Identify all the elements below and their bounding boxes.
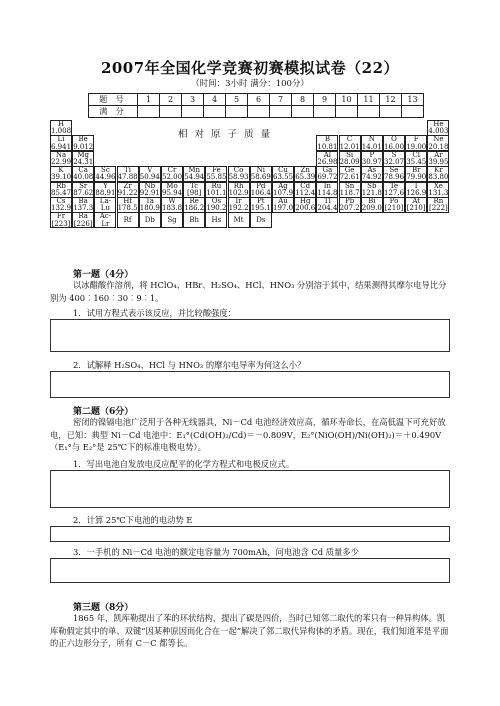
element-cell: [50, 135, 72, 151]
element-cell: [383, 151, 405, 167]
element-symbol: Pb: [344, 197, 355, 205]
element-symbol: Tc: [190, 181, 199, 190]
score-cell[interactable]: [292, 106, 314, 118]
element-symbol: Cs: [56, 197, 66, 205]
element-symbol: Ti: [124, 166, 132, 175]
element-mass: 190.2: [206, 204, 227, 213]
element-mass: 126.9: [406, 188, 427, 197]
element-mass: 178.5: [117, 204, 138, 213]
element-cell: [316, 151, 338, 167]
element-symbol: Ar: [434, 150, 443, 159]
element-cell: [50, 197, 72, 213]
element-mass: 6.941: [51, 142, 72, 151]
answer-box-2-3[interactable]: [50, 558, 450, 583]
score-row-points: [89, 106, 424, 118]
element-cell: [72, 151, 94, 167]
element-cell: [294, 197, 316, 213]
element-cell: [72, 212, 94, 228]
element-symbol: La-: [99, 197, 111, 205]
score-col-number: 5: [226, 94, 248, 106]
element-symbol: Cu: [278, 166, 288, 175]
element-symbol: Fe: [212, 166, 221, 175]
element-symbol: Mt: [233, 216, 244, 225]
element-cell: [139, 166, 161, 182]
element-mass: 195.1: [250, 204, 271, 213]
element-symbol: Hg: [299, 197, 311, 205]
element-symbol: Zr: [123, 181, 132, 190]
score-table: [88, 93, 424, 118]
element-cell: [405, 151, 427, 167]
element-symbol: Ne: [433, 135, 444, 144]
element-mass: 78.96: [384, 173, 405, 182]
element-cell: [94, 197, 116, 213]
element-mass: 19.00: [406, 142, 427, 151]
element-cell: [339, 135, 361, 151]
element-cell: [228, 197, 250, 213]
element-cell: [272, 182, 294, 198]
element-symbol: Ga: [322, 166, 333, 175]
element-cell: [250, 166, 272, 182]
element-cell: [72, 135, 94, 151]
element-mass: 58.69: [250, 173, 271, 182]
element-symbol: H: [57, 120, 65, 128]
score-col-number: 13: [402, 94, 424, 106]
element-cell: [94, 166, 116, 182]
score-row-label: 题 号: [89, 94, 138, 106]
element-symbol: Si: [346, 150, 354, 159]
element-cell: [250, 212, 272, 228]
element-mass: 74.92: [361, 173, 382, 182]
element-cell: [427, 197, 449, 213]
element-mass: 22.99: [51, 158, 72, 167]
element-cell: [405, 182, 427, 198]
element-symbol: Ra: [78, 212, 88, 221]
element-mass: 44.96: [95, 173, 116, 182]
element-symbol: Nb: [144, 181, 156, 190]
element-cell: [405, 197, 427, 213]
element-mass: 26.98: [317, 158, 338, 167]
element-mass: 132.9: [51, 204, 72, 213]
element-mass: 55.85: [206, 173, 227, 182]
element-cell: [117, 197, 139, 213]
answer-box-2-1[interactable]: [50, 470, 450, 508]
element-cell: [117, 212, 139, 228]
element-symbol: Re: [189, 197, 199, 205]
element-cell: [361, 151, 383, 167]
element-cell: [405, 166, 427, 182]
element-symbol: Se: [389, 166, 399, 175]
element-mass: 16.00: [384, 142, 405, 151]
element-mass: 106.4: [250, 188, 271, 197]
element-cell: [339, 197, 361, 213]
element-mass: Lu: [100, 204, 110, 213]
question-1-item-2: 2．试解释 H₂SO₄、HCl 与 HNO₃ 的摩尔电导率为何这么小？: [73, 360, 306, 370]
element-symbol: Kr: [434, 166, 443, 175]
element-symbol: Bh: [189, 216, 200, 225]
score-col-number: 8: [292, 94, 314, 106]
element-cell: [183, 166, 205, 182]
element-symbol: Co: [233, 166, 244, 175]
element-mass: [210]: [384, 204, 404, 213]
element-mass: 200.6: [295, 204, 316, 213]
element-cell: [94, 182, 116, 198]
element-mass: 1.008: [51, 127, 72, 136]
element-symbol: Cr: [167, 166, 177, 175]
question-2-text: 密闭的镍镉电池广泛用于各种无线器具，Ni－Cd 电池经济效应高，循环寿命长，在高低温下可充好放电，已知：典型 Ni－Cd 电池中：E₁°(Cd(OH)₂/Cd)＝－0.809V，E₂°(NiO(OH)/Ni(OH)₂)＝＋0.490V（E₁°与 E₂°是 25℃下的标准电极电势）。: [50, 417, 446, 452]
element-cell: [427, 120, 449, 136]
element-mass: [210]: [406, 204, 426, 213]
element-symbol: S: [391, 150, 397, 159]
element-mass: [222]: [428, 204, 448, 213]
score-col-number: 9: [314, 94, 336, 106]
element-mass: 107.9: [273, 188, 294, 197]
element-mass: 47.88: [117, 173, 138, 182]
score-cell[interactable]: [402, 106, 424, 118]
element-mass: 12.01: [339, 142, 360, 151]
element-symbol: Cd: [300, 181, 311, 190]
element-symbol: Hs: [211, 216, 222, 225]
element-cell: [205, 166, 227, 182]
element-cell: [72, 166, 94, 182]
element-cell: [339, 182, 361, 198]
periodic-table-title: 相 对 原 子 质 量: [178, 129, 273, 140]
element-mass: 92.91: [139, 188, 160, 197]
element-mass: 85.47: [51, 188, 72, 197]
element-symbol: Ir: [235, 197, 242, 205]
element-mass: 197.0: [273, 204, 294, 213]
answer-box-1-1[interactable]: [50, 319, 450, 352]
element-symbol: In: [323, 181, 332, 190]
element-symbol: Br: [411, 166, 421, 175]
score-cell[interactable]: [380, 106, 402, 118]
element-symbol: He: [433, 120, 444, 128]
element-mass: 121.8: [361, 188, 382, 197]
element-mass: 127.6: [384, 188, 405, 197]
element-mass: 114.8: [317, 188, 338, 197]
element-cell: [383, 182, 405, 198]
score-cell[interactable]: [138, 106, 160, 118]
element-symbol: Pd: [256, 181, 266, 190]
element-mass: 58.93: [228, 173, 249, 182]
element-cell: [72, 182, 94, 198]
page-subtitle: （时间：3小时 满分：100分）: [191, 79, 309, 89]
element-cell: [316, 197, 338, 213]
element-symbol: Mn: [188, 166, 201, 175]
element-symbol: Fr: [56, 212, 66, 221]
question-2-heading: 第二题（6分）: [73, 407, 134, 417]
element-cell: [161, 182, 183, 198]
score-col-number: 4: [204, 94, 226, 106]
element-symbol: Sn: [344, 181, 355, 190]
element-symbol: Ru: [211, 181, 222, 190]
element-cell: [183, 182, 205, 198]
element-symbol: Sr: [79, 181, 88, 190]
element-mass: 180.9: [139, 204, 160, 213]
element-mass: 50.94: [139, 173, 160, 182]
element-mass: 112.4: [295, 188, 316, 197]
element-cell: [205, 197, 227, 213]
question-3-text: 1865 年，凯库勒提出了苯的环状结构，提出了碳是四价，当时已知邻二取代的苯只有一种异构体。凯库勒假定其中的单、双键“因某种原因而化合在一起”解决了邻二取代异构体的矛盾。现在，我们知道苯是平面的正六边形分子，所有 C－C 都等长。: [50, 613, 449, 648]
element-mass: 69.72: [317, 173, 338, 182]
element-symbol: Bi: [368, 197, 376, 205]
element-cell: [339, 151, 361, 167]
element-symbol: B: [324, 135, 330, 144]
score-row-numbers: [89, 94, 424, 106]
element-symbol: Rf: [123, 216, 132, 225]
element-mass: 32.07: [384, 158, 405, 167]
element-cell: [427, 182, 449, 198]
element-cell: [161, 166, 183, 182]
element-cell: [427, 166, 449, 182]
element-mass: 30.97: [361, 158, 382, 167]
element-mass: 28.09: [339, 158, 360, 167]
element-symbol: Sc: [101, 166, 110, 175]
element-mass: 20.18: [428, 142, 449, 151]
element-mass: 35.45: [406, 158, 427, 167]
element-symbol: N: [368, 135, 375, 144]
score-col-number: 2: [160, 94, 182, 106]
element-cell: [50, 120, 72, 136]
element-symbol: Sg: [167, 216, 177, 225]
element-mass: 186.2: [184, 204, 205, 213]
element-symbol: Ge: [344, 166, 355, 175]
score-cell[interactable]: [248, 106, 270, 118]
element-mass: 192.2: [228, 204, 249, 213]
answer-box-1-2[interactable]: [50, 371, 450, 398]
element-symbol: V: [147, 166, 153, 175]
score-col-number: 10: [336, 94, 358, 106]
score-col-number: 1: [138, 94, 160, 106]
score-cell[interactable]: [336, 106, 358, 118]
element-mass: 9.012: [73, 142, 94, 151]
element-mass: 137.3: [73, 204, 94, 213]
element-symbol: Db: [144, 216, 155, 225]
score-col-number: 12: [380, 94, 402, 106]
element-cell: [294, 182, 316, 198]
element-mass: [226]: [73, 219, 93, 228]
element-symbol: Cl: [412, 150, 420, 159]
element-cell: [50, 151, 72, 167]
element-mass: 204.4: [317, 204, 338, 213]
element-symbol: Tl: [323, 197, 331, 205]
element-mass: 131.3: [428, 188, 449, 197]
element-mass: 39.10: [51, 173, 72, 182]
element-cell: [383, 197, 405, 213]
score-cell[interactable]: [270, 106, 292, 118]
element-mass: 54.94: [184, 173, 205, 182]
score-row-label: 满 分: [89, 106, 138, 118]
element-cell: [316, 182, 338, 198]
element-symbol: Po: [389, 197, 399, 205]
element-cell: [205, 212, 227, 228]
element-symbol: Al: [323, 150, 332, 159]
element-symbol: Os: [211, 197, 222, 205]
element-cell: [361, 182, 383, 198]
element-symbol: Te: [389, 181, 399, 190]
element-mass: 83.80: [428, 173, 449, 182]
question-2-item-3: 3．一手机的 Ni－Cd 电池的额定电容量为 700mAh，问电池含 Cd 质量多少: [73, 547, 359, 557]
element-cell: [383, 135, 405, 151]
element-cell: [250, 197, 272, 213]
score-col-number: 3: [182, 94, 204, 106]
element-cell: [139, 197, 161, 213]
element-cell: [228, 212, 250, 228]
element-symbol: W: [168, 197, 176, 205]
element-mass: 4.003: [428, 127, 449, 136]
element-cell: [50, 166, 72, 182]
element-cell: [361, 166, 383, 182]
element-cell: [361, 135, 383, 151]
element-symbol: O: [391, 135, 397, 144]
score-cell[interactable]: [182, 106, 204, 118]
question-3-heading: 第三题（8分）: [73, 603, 134, 613]
element-symbol: At: [412, 197, 421, 205]
element-mass: 72.61: [339, 173, 360, 182]
element-cell: [139, 212, 161, 228]
element-mass: 65.39: [295, 173, 316, 182]
element-cell: [117, 182, 139, 198]
element-symbol: Mo: [166, 181, 178, 190]
element-symbol: Ca: [78, 166, 88, 175]
element-cell: [72, 197, 94, 213]
element-symbol: F: [413, 135, 419, 144]
element-mass: 24.31: [73, 158, 94, 167]
element-cell: [272, 197, 294, 213]
element-symbol: Ba: [78, 197, 88, 205]
question-1-text: 以冰醋酸作溶剂，将 HClO₄、HBr、H₂SO₄、HCl、HNO₃ 分别溶于其中，结果测得其摩尔电导比分别为 400︰160︰30︰9︰1。: [50, 280, 447, 303]
element-mass: [98]: [187, 188, 202, 197]
element-mass: [223]: [51, 219, 71, 228]
element-cell: [228, 166, 250, 182]
question-1-item-1: 1．试用方程式表示该反应，并比较酸强度：: [73, 308, 236, 318]
element-symbol: Au: [278, 197, 288, 205]
element-cell: [405, 135, 427, 151]
element-symbol: Hf: [123, 197, 132, 205]
element-symbol: C: [346, 135, 353, 144]
element-mass: 101.1: [206, 188, 227, 197]
element-symbol: Mg: [77, 150, 90, 159]
element-mass: 88.91: [95, 188, 116, 197]
element-cell: [361, 197, 383, 213]
element-mass: 118.7: [339, 188, 360, 197]
element-symbol: Y: [103, 181, 108, 190]
element-symbol: Sb: [367, 181, 377, 190]
element-cell: [339, 166, 361, 182]
score-cell[interactable]: [314, 106, 336, 118]
element-mass: 207.2: [339, 204, 360, 213]
question-1-heading: 第一题（4分）: [73, 270, 134, 280]
element-symbol: K: [58, 166, 64, 175]
score-cell[interactable]: [226, 106, 248, 118]
element-cell: [272, 166, 294, 182]
element-mass: 102.9: [228, 188, 249, 197]
element-cell: [294, 166, 316, 182]
element-symbol: Pt: [257, 197, 265, 205]
element-mass: 95.94: [162, 188, 183, 197]
element-cell: [316, 135, 338, 151]
element-mass: 39.95: [428, 158, 449, 167]
element-symbol: Ag: [278, 181, 288, 190]
element-symbol: Ta: [145, 197, 154, 205]
score-cell[interactable]: [160, 106, 182, 118]
element-cell: [94, 212, 116, 228]
element-symbol: Na: [55, 150, 67, 159]
element-mass: 14.01: [361, 142, 382, 151]
score-col-number: 7: [270, 94, 292, 106]
element-symbol: Rh: [233, 181, 244, 190]
element-cell: [427, 135, 449, 151]
element-cell: [183, 212, 205, 228]
element-symbol: Rn: [433, 197, 444, 205]
element-cell: [183, 197, 205, 213]
element-cell: [50, 182, 72, 198]
element-symbol: Ni: [256, 166, 265, 175]
element-mass: 87.62: [73, 188, 94, 197]
element-cell: [161, 197, 183, 213]
periodic-table: [50, 120, 450, 256]
element-cell: [316, 166, 338, 182]
element-cell: [427, 151, 449, 167]
element-symbol: Li: [57, 135, 65, 144]
element-cell: [383, 166, 405, 182]
score-col-number: 11: [358, 94, 380, 106]
element-mass: 91.22: [117, 188, 138, 197]
element-cell: [250, 182, 272, 198]
element-mass: 52.00: [162, 173, 183, 182]
element-mass: 183.8: [162, 204, 183, 213]
element-symbol: Zn: [300, 166, 310, 175]
element-symbol: Ds: [256, 216, 266, 225]
element-mass: 209.0: [361, 204, 382, 213]
question-2-item-1: 1．写出电池自发放电反应配平的化学方程式和电极反应式。: [73, 459, 294, 469]
element-cell: [50, 212, 72, 228]
element-symbol: Xe: [433, 181, 443, 190]
question-2-item-2: 2．计算 25℃下电池的电动势 E: [73, 515, 193, 525]
element-mass: 63.55: [273, 173, 294, 182]
element-cell: [228, 182, 250, 198]
element-mass: 79.90: [406, 173, 427, 182]
score-cell[interactable]: [358, 106, 380, 118]
element-mass: 10.81: [317, 142, 338, 151]
element-cell: [139, 182, 161, 198]
score-col-number: 6: [248, 94, 270, 106]
element-symbol: Ac-: [99, 212, 112, 221]
element-cell: [161, 212, 183, 228]
page-title: 2007年全国化学竞赛初赛模拟试卷（22）: [100, 59, 400, 77]
element-symbol: Be: [78, 135, 88, 144]
element-cell: [205, 182, 227, 198]
element-symbol: I: [414, 181, 418, 190]
answer-box-2-2[interactable]: [50, 526, 450, 542]
element-mass: Lr: [101, 219, 110, 228]
element-symbol: P: [369, 150, 375, 159]
element-symbol: As: [367, 166, 377, 175]
element-cell: [117, 166, 139, 182]
element-symbol: Rb: [56, 181, 66, 190]
element-mass: 40.08: [73, 173, 94, 182]
score-cell[interactable]: [204, 106, 226, 118]
